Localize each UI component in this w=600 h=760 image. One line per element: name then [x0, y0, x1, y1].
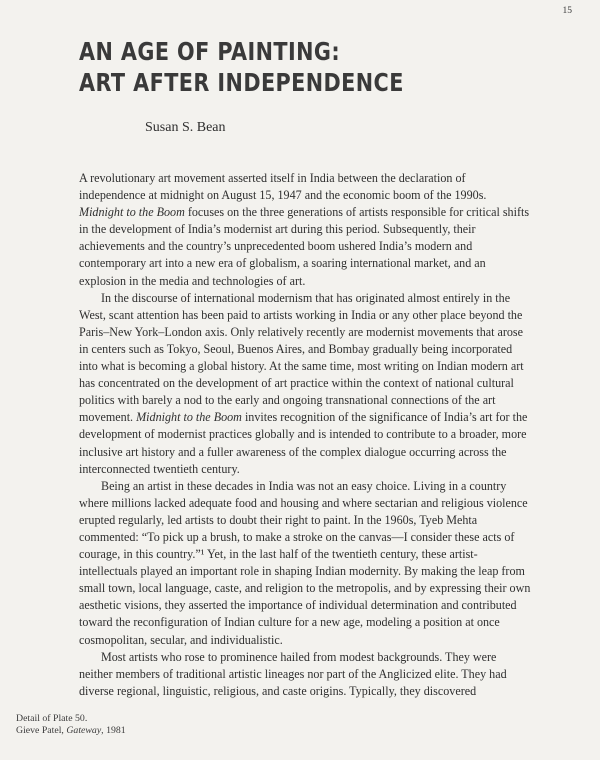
article-body — [79, 170, 531, 700]
paragraph-text: invites recognition of the significance of India’s art for the development of modernist practices globally and is intended to contribute to a broader, more inclusive art history and a fuller awareness of the complex dialogue occurring across the interconnected twentieth century. — [79, 410, 528, 476]
caption-artist: Gieve Patel, — [16, 725, 67, 736]
paragraph-4 — [79, 649, 531, 700]
title-line-1: AN AGE OF PAINTING: — [79, 37, 341, 66]
caption-artwork-title: Gateway — [66, 725, 102, 736]
page-number: 15 — [562, 6, 572, 16]
caption-year: , 1981 — [101, 725, 126, 736]
paragraph-2 — [79, 290, 531, 478]
paragraph-text: focuses on the three generations of artists responsible for critical shifts in the development of India’s modernist art during this period. Subsequently, their achievements and the country’s unprecedented boom ushered India’s modern and contemporary art into a new era of globalism, a soaring international market, and an explosion in the media and technologies of art. — [79, 205, 530, 288]
paragraph-text: Most artists who rose to prominence hailed from modest backgrounds. They were neither members of traditional artistic lineages nor part of the Anglicized elite. They had diverse regional, linguistic, religious, and caste origins. Typically, they discovered — [79, 649, 507, 698]
paragraph-1 — [79, 170, 531, 290]
caption-artwork-credit — [16, 725, 126, 737]
paragraph-3 — [79, 478, 531, 649]
paragraph-text: In the discourse of international modernism that has originated almost entirely in the West, scant attention has been paid to artists working in India or any other place beyond the Paris–New York–London axis. Only relatively recently are modernist movements that arose in centers such as Tokyo, Seoul, Buenos Aires, and Bombay gradually being incorporated into what is becoming a global history. At the same time, most writing on Indian modern art has concentrated on the development of art practice within the context of national cultural politics with barely a nod to the early and ongoing transnational connections of the art movement. — [79, 290, 524, 425]
figure-caption — [16, 713, 126, 737]
title-line-2: ART AFTER INDEPENDENCE — [79, 68, 404, 97]
paragraph-text: A revolutionary art movement asserted itself in India between the declaration of independence at midnight on August 15, 1947 and the economic boom of the 1990s. — [79, 171, 487, 203]
paragraph-text: Being an artist in these decades in India was not an easy choice. Living in a country where millions lacked adequate food and housing and where sectarian and religious violence erupted regularly, led artists to doubt their right to paint. In the 1960s, Tyeb Mehta commented: “To pick up a brush, to make a stroke on the canvas—I consider these acts of courage, in this country.”¹ Yet, in the last half of the twentieth century, these artist-intellectuals played an important role in shaping Indian modernity. By making the leap from small town, local language, caste, and religion to the metropolis, and by expressing their own aesthetic visions, they asserted the importance of individual determination and contributed toward the reconfiguration of Indian culture for a new age, modeling a position at once cosmopolitan, secular, and individualistic. — [79, 478, 531, 647]
book-title: Midnight to the Boom — [136, 410, 242, 425]
article-title — [79, 36, 404, 98]
caption-plate-reference: Detail of Plate 50. — [16, 713, 88, 724]
book-title: Midnight to the Boom — [79, 205, 185, 220]
author-name: Susan S. Bean — [145, 120, 226, 135]
